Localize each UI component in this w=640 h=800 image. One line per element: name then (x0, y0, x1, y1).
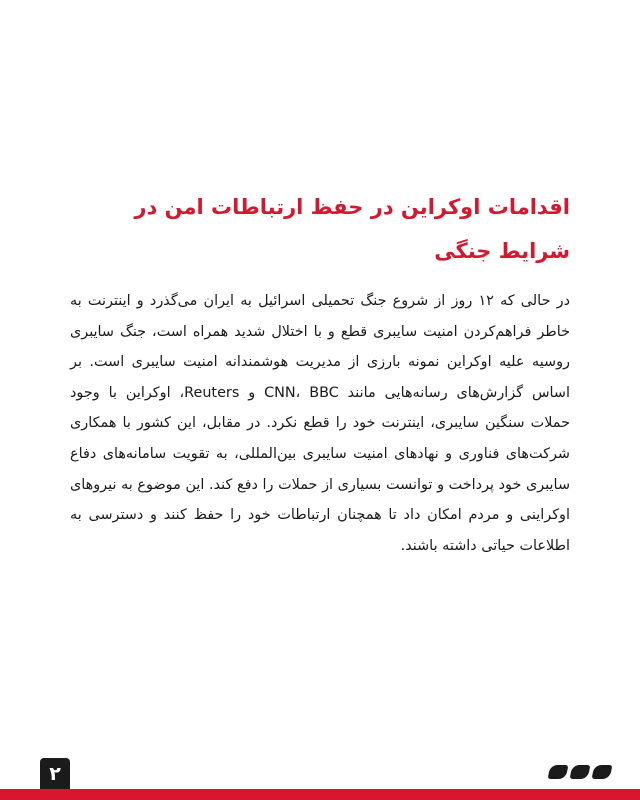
dot-shape (570, 765, 591, 779)
page-number: ۲ (49, 763, 61, 785)
dot-shape (548, 765, 569, 779)
footer-accent-bar (0, 789, 640, 800)
three-dots-icon (549, 765, 611, 779)
article-body: در حالی که ۱۲ روز از شروع جنگ تحمیلی اسرائیل به ایران می‌گذرد و اینترنت به خاطر فراهم‌کردن امنیت سایبری قطع و با اختلال شدید همراه است، جنگ سایبری روسیه علیه اوکراین نمونه بارزی از مدیریت هوشمندانه امنیت سایبری است. بر اساس گزارش‌های رسانه‌هایی مانند CNN، BBC و Reuters، اوکراین با وجود حملات سنگین سایبری، اینترنت خود را قطع نکرد. در مقابل، این کشور با همکاری شرکت‌های فناوری و نهادهای امنیت سایبری بین‌المللی، به تقویت سامانه‌های دفاع سایبری خود پرداخت و توانست بسیاری از حملات را دفع کند. این موضوع به نیروهای اوکراینی و مردم امکان داد تا همچنان ارتباطات خود را حفظ کنند و دسترسی به اطلاعات حیاتی داشته باشند. (70, 293, 570, 554)
page-number-badge (40, 758, 70, 790)
dot-shape (592, 765, 613, 779)
article-title: اقدامات اوکراین در حفظ ارتباطات امن در شرایط جنگی (134, 195, 570, 263)
